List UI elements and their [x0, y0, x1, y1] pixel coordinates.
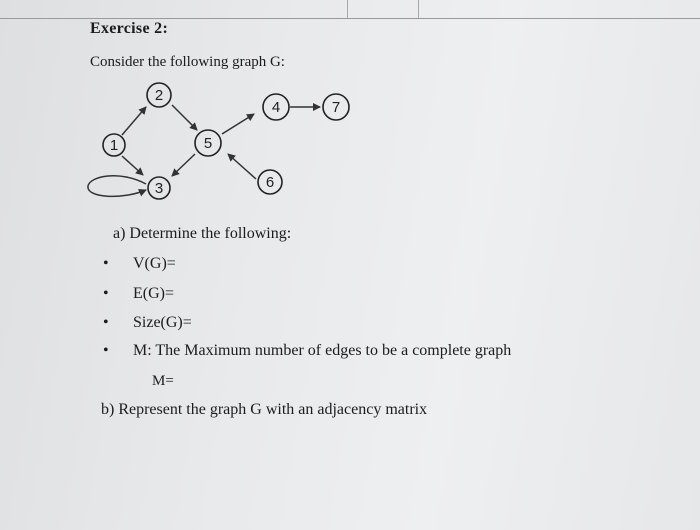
graph-node-label: 7 [331, 99, 341, 116]
edge-3-loop [88, 176, 146, 197]
edge-1-2 [122, 107, 146, 135]
graph-node-label: 5 [203, 135, 213, 152]
list-item-text: Size(G)= [133, 314, 192, 331]
list-item [103, 255, 176, 273]
list-item-text: M: The Maximum number of edges to be a complete graph [133, 342, 512, 359]
graph-node-6 [258, 170, 282, 194]
bullet-icon: • [103, 255, 109, 272]
bullet-icon: • [103, 314, 109, 331]
graph-node-4 [263, 94, 289, 120]
graph-g-diagram [80, 78, 380, 218]
edge-1-3 [122, 156, 143, 175]
graph-node-1 [103, 134, 125, 156]
graph-node-5 [195, 130, 221, 156]
list-item-text: E(G)= [133, 285, 175, 302]
page-top-rule [0, 18, 700, 19]
exercise-intro: Consider the following graph G: [90, 54, 285, 70]
bullet-icon: • [103, 342, 109, 359]
bullet-icon: • [103, 285, 109, 302]
graph-node-2 [147, 83, 171, 107]
list-item [103, 342, 511, 360]
graph-node-label: 6 [265, 174, 275, 191]
list-item [103, 314, 192, 332]
exercise-title: Exercise 2: [90, 20, 169, 37]
edge-5-3 [172, 154, 195, 176]
graph-node-7 [323, 94, 349, 120]
graph-node-label: 3 [154, 180, 164, 197]
part-b-heading: b) Represent the graph G with an adjacency matrix [101, 401, 428, 418]
graph-node-label: 2 [154, 87, 164, 104]
page-top-divider [347, 0, 348, 18]
graph-node-label: 4 [271, 99, 281, 116]
part-a-heading: a) Determine the following: [113, 225, 292, 242]
edge-2-5 [172, 105, 197, 130]
graph-node-label: 1 [109, 137, 119, 154]
list-item-text: V(G)= [133, 255, 176, 272]
m-answer-line: M= [152, 373, 174, 389]
edge-6-5 [228, 154, 256, 179]
graph-node-3 [148, 177, 170, 199]
list-item [103, 285, 174, 303]
edge-5-4 [222, 114, 254, 134]
page-top-divider [418, 0, 419, 18]
